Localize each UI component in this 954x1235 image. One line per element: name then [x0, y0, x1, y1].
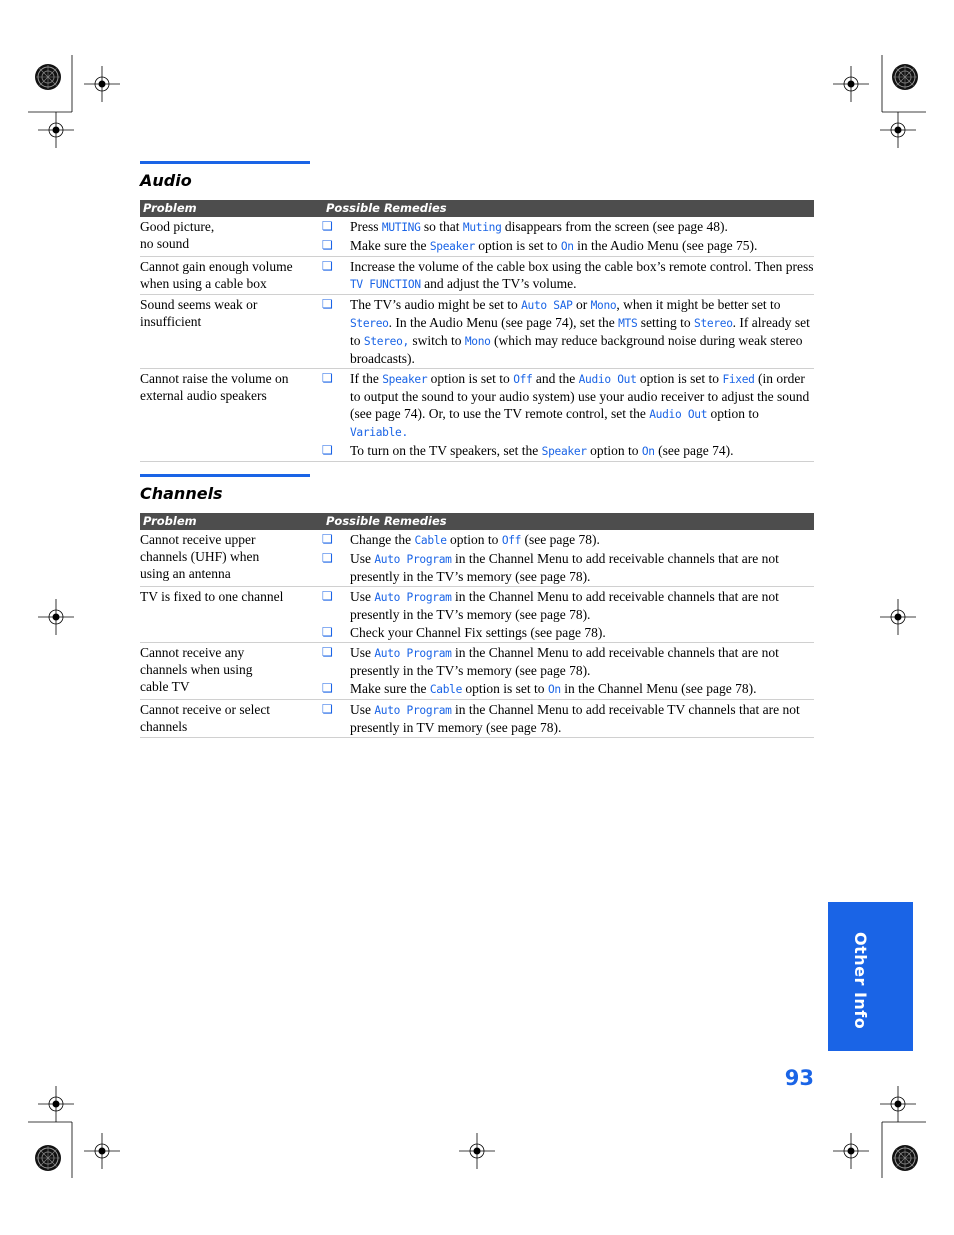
remedy-text-segment: option is set to	[636, 371, 723, 386]
menu-keyword: Auto Program	[374, 647, 452, 660]
channels-table-body	[140, 530, 814, 738]
remedy-item	[322, 679, 814, 698]
checkbox-bullet-icon: ❏	[322, 443, 333, 457]
remedy-text	[350, 218, 814, 236]
audio-table-body	[140, 217, 814, 462]
menu-keyword: Cable	[414, 534, 447, 547]
remedies-cell	[322, 587, 814, 641]
remedies-cell	[322, 530, 814, 585]
remedy-text-segment: (in order to output the sound to your audio system) use your audio receiver to adjust the sound (see page 74). Or, to use the TV remote control, set the	[350, 371, 810, 421]
menu-keyword: Fixed	[722, 373, 755, 386]
header-remedies: Possible Remedies	[326, 514, 447, 528]
remedy-item	[322, 369, 814, 441]
checkbox-bullet-icon: ❏	[322, 625, 333, 639]
remedy-text	[350, 237, 814, 255]
remedy-item	[322, 530, 814, 549]
menu-keyword: Off	[513, 373, 533, 386]
section-rule	[140, 161, 310, 164]
remedy-text	[350, 550, 814, 585]
menu-keyword: Audio Out	[649, 408, 708, 421]
remedy-item	[322, 441, 814, 460]
remedy-text-segment: in the Channel Menu to add receivable channels that are not presently in the TV’s memory (see page 78).	[350, 645, 779, 678]
remedy-text-segment: Change the	[350, 532, 415, 547]
problem-cell: Sound seems weak or insufficient	[140, 297, 258, 329]
menu-keyword: Speaker	[541, 445, 587, 458]
menu-keyword: Variable.	[350, 426, 408, 439]
remedy-item	[322, 643, 814, 679]
remedy-text-segment: disappears from the screen (see page 48).	[501, 219, 728, 234]
remedy-item	[322, 587, 814, 623]
menu-keyword: Speaker	[382, 373, 428, 386]
table-row	[140, 295, 814, 369]
remedy-text-segment: (see page 74).	[654, 443, 734, 458]
remedy-item	[322, 549, 814, 585]
menu-keyword: Cable	[429, 683, 463, 696]
problem-cell: Good picture, no sound	[140, 219, 215, 251]
checkbox-bullet-icon: ❏	[322, 219, 333, 233]
remedy-text-segment: in the Channel Menu to add receivable channels that are not presently in the TV’s memory (see page 78).	[350, 551, 779, 584]
problem-cell: Cannot receive upper channels (UHF) when using an antenna	[140, 532, 260, 581]
table-row	[140, 369, 814, 462]
menu-keyword: Off	[501, 534, 522, 547]
remedy-text-segment: The TV’s audio might be set to	[350, 297, 522, 312]
table-header	[140, 200, 814, 217]
remedy-text-segment: in the Channel Menu to add receivable TV channels that are not presently in TV memory (see page 78).	[350, 702, 800, 735]
channels-section	[140, 474, 814, 738]
table-row	[140, 587, 814, 643]
remedy-text-segment: option is set to	[474, 238, 561, 253]
remedy-text-segment: option is set to	[427, 371, 514, 386]
remedy-text-segment: . If already set to	[350, 315, 810, 348]
remedies-cell	[322, 700, 814, 736]
remedy-text-segment: option is set to	[462, 681, 548, 696]
table-row	[140, 257, 814, 295]
remedy-text-segment: (which may reduce background noise during weak stereo broadcasts).	[350, 333, 803, 366]
audio-section	[140, 161, 814, 462]
remedy-text	[350, 258, 814, 293]
remedy-text-segment: setting to	[637, 315, 695, 330]
remedy-text-segment: Press	[350, 219, 382, 234]
menu-keyword: Stereo,	[363, 335, 409, 348]
remedies-cell	[322, 217, 814, 255]
remedy-item	[322, 257, 814, 293]
problem-cell: Cannot raise the volume on external audio speakers	[140, 371, 289, 403]
remedy-item	[322, 623, 814, 641]
side-tab-label: Other Info	[851, 932, 870, 1030]
checkbox-bullet-icon: ❏	[322, 371, 333, 385]
remedy-text	[350, 701, 814, 736]
remedy-text-segment: or	[572, 297, 591, 312]
remedy-text-segment: and adjust the TV’s volume.	[420, 276, 577, 291]
remedy-text-segment: Make sure the	[350, 238, 430, 253]
remedies-cell	[322, 369, 814, 460]
remedy-text-segment: option to	[586, 443, 642, 458]
header-remedies: Possible Remedies	[326, 201, 447, 215]
menu-keyword: On	[560, 240, 574, 253]
remedy-text-segment: so that	[420, 219, 463, 234]
table-row	[140, 700, 814, 738]
remedy-text-segment: Use	[350, 551, 375, 566]
remedy-text-segment: . In the Audio Menu (see page 74), set the	[388, 315, 619, 330]
menu-keyword: TV FUNCTION	[350, 278, 421, 291]
checkbox-bullet-icon: ❏	[322, 297, 333, 311]
menu-keyword: On	[641, 445, 655, 458]
checkbox-bullet-icon: ❏	[322, 645, 333, 659]
menu-keyword: Speaker	[429, 240, 475, 253]
table-row	[140, 217, 814, 257]
menu-keyword: MUTING	[381, 221, 421, 234]
remedies-cell	[322, 643, 814, 698]
remedy-item	[322, 217, 814, 236]
remedy-text	[350, 588, 814, 623]
remedy-item	[322, 295, 814, 367]
table-row	[140, 643, 814, 700]
remedy-text	[350, 296, 814, 367]
menu-keyword: MTS	[618, 317, 638, 330]
side-tab	[828, 902, 913, 1051]
remedy-text-segment: To turn on the TV speakers, set the	[350, 443, 542, 458]
remedy-text-segment: (see page 78).	[521, 532, 600, 547]
menu-keyword: Auto Program	[374, 704, 452, 717]
remedy-item	[322, 700, 814, 736]
problem-cell: Cannot receive or select channels	[140, 702, 271, 734]
section-title: Audio	[140, 171, 192, 190]
remedy-text-segment: Check your Channel Fix settings (see page 78).	[350, 625, 606, 640]
checkbox-bullet-icon: ❏	[322, 681, 333, 695]
remedy-text-segment: Use	[350, 702, 375, 717]
problem-cell: Cannot gain enough volume when using a cable box	[140, 259, 293, 291]
remedy-text-segment: in the Channel Menu (see page 78).	[560, 681, 757, 696]
table-header	[140, 513, 814, 530]
remedy-text-segment: and the	[532, 371, 579, 386]
remedy-text	[350, 442, 814, 460]
remedy-text-segment: Use	[350, 645, 375, 660]
menu-keyword: Auto Program	[374, 553, 452, 566]
remedy-text-segment: in the Channel Menu to add receivable channels that are not presently in the TV’s memory (see page 78).	[350, 589, 779, 622]
remedy-text	[350, 531, 814, 549]
checkbox-bullet-icon: ❏	[322, 238, 333, 252]
remedy-item	[322, 236, 814, 255]
menu-keyword: Auto Program	[374, 591, 452, 604]
table-row	[140, 530, 814, 587]
menu-keyword: Muting	[462, 221, 502, 234]
header-problem: Problem	[143, 514, 197, 528]
header-problem: Problem	[143, 201, 197, 215]
remedy-text-segment: option to	[707, 406, 759, 421]
remedies-cell	[322, 295, 814, 367]
remedies-cell	[322, 257, 814, 293]
remedy-text	[350, 644, 814, 679]
checkbox-bullet-icon: ❏	[322, 702, 333, 716]
remedy-text	[350, 680, 814, 698]
remedy-text-segment: in the Audio Menu (see page 75).	[573, 238, 758, 253]
menu-keyword: Audio Out	[578, 373, 637, 386]
checkbox-bullet-icon: ❏	[322, 551, 333, 565]
remedy-text-segment: Make sure the	[350, 681, 430, 696]
checkbox-bullet-icon: ❏	[322, 589, 333, 603]
remedy-text	[350, 624, 814, 641]
menu-keyword: Stereo	[694, 317, 733, 330]
problem-cell: Cannot receive any channels when using cable TV	[140, 645, 253, 694]
remedy-text-segment: Use	[350, 589, 375, 604]
checkbox-bullet-icon: ❏	[322, 259, 333, 273]
section-rule	[140, 474, 310, 477]
remedy-text-segment: Increase the volume of the cable box using the cable box’s remote control. Then press	[350, 259, 814, 274]
menu-keyword: Auto SAP	[521, 299, 573, 312]
remedy-text	[350, 370, 814, 441]
remedy-text-segment: switch to	[408, 333, 465, 348]
menu-keyword: On	[547, 683, 561, 696]
remedy-text-segment: option to	[446, 532, 502, 547]
menu-keyword: Stereo	[350, 317, 389, 330]
remedy-text-segment: If the	[350, 371, 383, 386]
section-title: Channels	[140, 484, 223, 503]
problem-cell: TV is fixed to one channel	[140, 589, 284, 604]
remedy-text-segment: , when it might be better set to	[616, 297, 781, 312]
checkbox-bullet-icon: ❏	[322, 532, 333, 546]
menu-keyword: Mono	[590, 299, 617, 312]
menu-keyword: Mono	[464, 335, 491, 348]
page-number: 93	[784, 1066, 814, 1090]
